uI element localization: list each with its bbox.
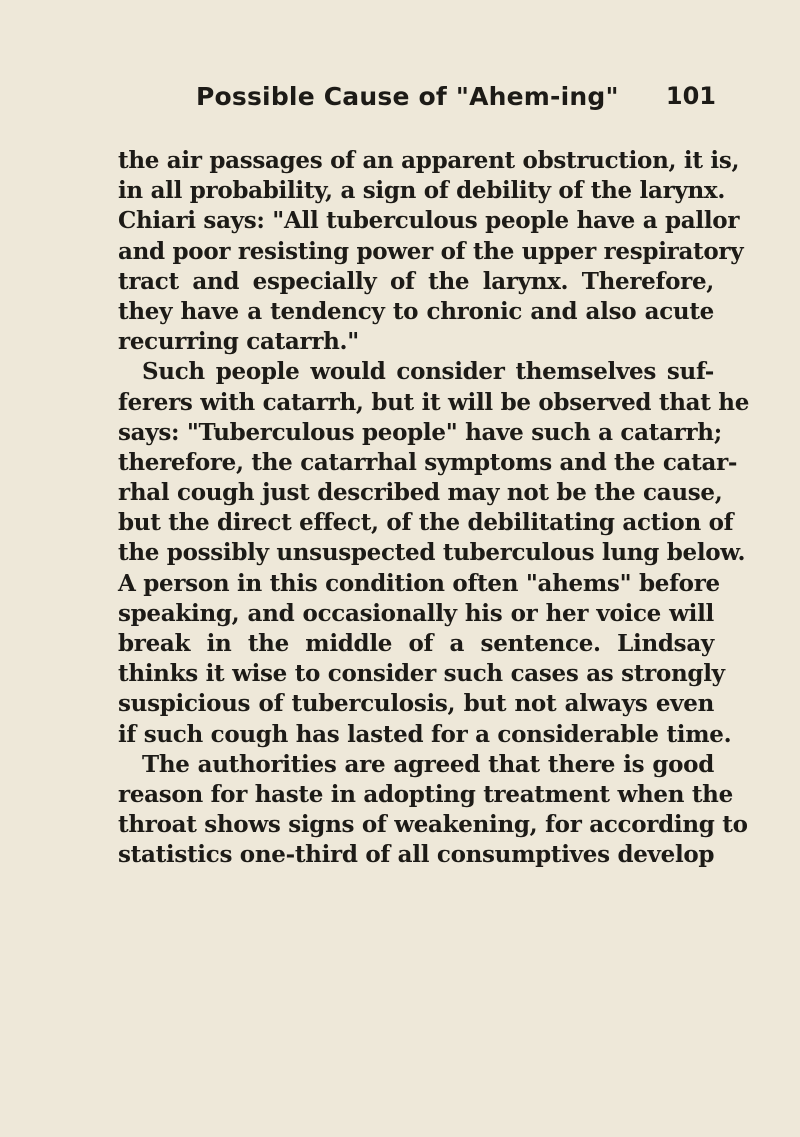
text-line: tract and especially of the larynx. Therefore,: [118, 267, 714, 295]
text-line: recurring catarrh.": [118, 328, 359, 356]
text-line: but the direct effect, of the debilitating action of: [118, 509, 734, 537]
text-line: says: "Tuberculous people" have such a catarrh;: [118, 418, 722, 446]
running-head: [196, 82, 716, 122]
text-line: the air passages of an apparent obstruction, it is,: [118, 147, 740, 174]
text-line: if such cough has lasted for a considerable time.: [118, 720, 732, 748]
text-line: break in the middle of a sentence. Lindsay: [118, 630, 714, 657]
text-line: in all probability, a sign of debility of the larynx.: [118, 177, 726, 205]
text-line: rhal cough just described may not be the cause,: [118, 479, 723, 507]
page-number: 101: [665, 82, 716, 110]
text-line: Such people would consider themselves suf-: [142, 358, 714, 386]
text-line: thinks it wise to consider such cases as strongly: [118, 660, 725, 688]
text-line: reason for haste in adopting treatment when the: [118, 780, 733, 808]
text-line: and poor resisting power of the upper respiratory: [118, 237, 744, 265]
body-text: [118, 146, 750, 871]
text-line: ferers with catarrh, but it will be observed that he: [118, 388, 750, 416]
text-line: suspicious of tuberculosis, but not always even: [118, 690, 714, 718]
text-line: Chiari says: "All tuberculous people have a pallor: [118, 207, 740, 235]
text-line: A person in this condition often "ahems" before: [118, 569, 720, 597]
text-line: therefore, the catarrhal symptoms and the catar-: [118, 448, 738, 476]
text-line: throat shows signs of weakening, for according to: [118, 811, 748, 839]
text-line: they have a tendency to chronic and also acute: [118, 297, 714, 325]
text-line: speaking, and occasionally his or her voice will: [118, 599, 714, 627]
text-line: the possibly unsuspected tuberculous lung below.: [118, 539, 746, 567]
text-line: statistics one-third of all consumptives develop: [118, 841, 715, 869]
text-line: The authorities are agreed that there is good: [142, 750, 714, 778]
running-title: Possible Cause of "Ahem-ing": [196, 82, 619, 111]
